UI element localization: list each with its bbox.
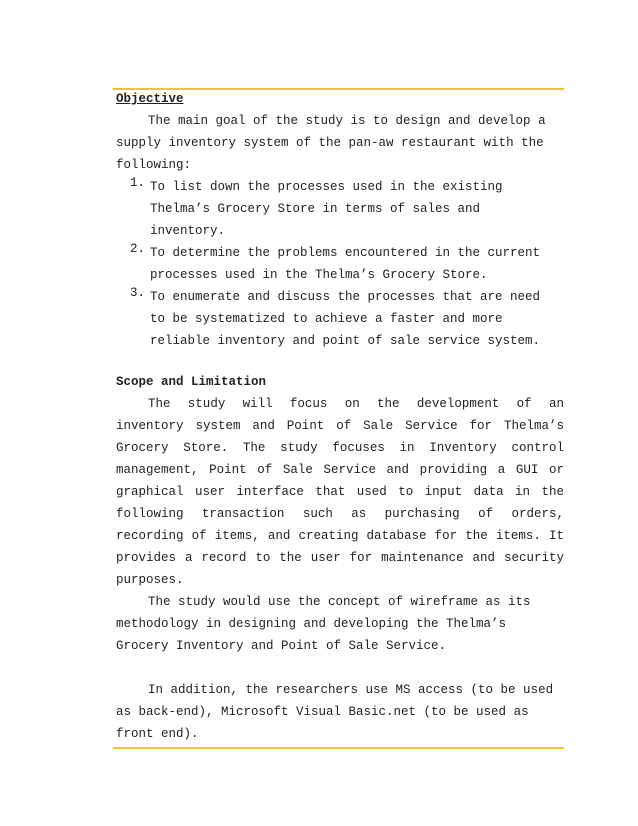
list-item-number: 2. [130,242,146,256]
scope-line: Grocery Inventory and Point of Sale Service. [116,639,447,653]
scope-paragraph-3 [116,679,564,745]
list-item-line: To determine the problems encountered in the current [150,246,541,260]
list-item-line: inventory. [150,224,226,238]
scope-line: front end). [116,727,199,741]
scope-heading: Scope and Limitation [116,375,267,389]
objective-intro-line: supply inventory system of the pan-aw restaurant with the [116,136,544,150]
list-item-number: 3. [130,286,146,300]
scope-paragraph-2 [116,591,564,657]
scope-line: The study would use the concept of wireframe as its [148,595,531,609]
scope-paragraph-1 [116,393,564,591]
scope-line: The study will focus on the development of an [148,397,564,411]
list-item [116,286,564,352]
objective-heading: Objective [116,92,184,106]
scope-line: purposes. [116,573,184,587]
list-item-number: 1. [130,176,146,190]
scope-line: methodology in designing and developing the Thelma’s [116,617,507,631]
bottom-rule [113,747,564,749]
list-item [116,242,564,286]
list-item-line: Thelma’s Grocery Store in terms of sales and [150,202,481,216]
scope-line: following transaction such as purchasing of orders, [116,507,564,521]
list-item-line: To list down the processes used in the existing [150,180,503,194]
scope-line: graphical user interface that used to input data in the [116,485,564,499]
scope-line: recording of items, and creating database for the items. It [116,529,564,543]
objective-intro-line: The main goal of the study is to design and develop a [148,114,546,128]
scope-line: inventory system and Point of Sale Service for Thelma’s [116,419,564,433]
scope-line: provides a record to the user for maintenance and security [116,551,564,565]
scope-line: management, Point of Sale Service and providing a GUI or [116,463,564,477]
list-item-line: To enumerate and discuss the processes that are need [150,290,541,304]
list-item-line: processes used in the Thelma’s Grocery Store. [150,268,488,282]
list-item-line: to be systematized to achieve a faster and more [150,312,503,326]
scope-line: Grocery Store. The study focuses in Inventory control [116,441,564,455]
scope-line: as back-end), Microsoft Visual Basic.net (to be used as [116,705,529,719]
objective-intro-line: following: [116,158,192,172]
objective-list [116,176,564,352]
list-item [116,176,564,242]
document-page [116,88,564,745]
scope-line: In addition, the researchers use MS access (to be used [148,683,554,697]
objective-intro [116,110,564,176]
list-item-line: reliable inventory and point of sale service system. [150,334,541,348]
